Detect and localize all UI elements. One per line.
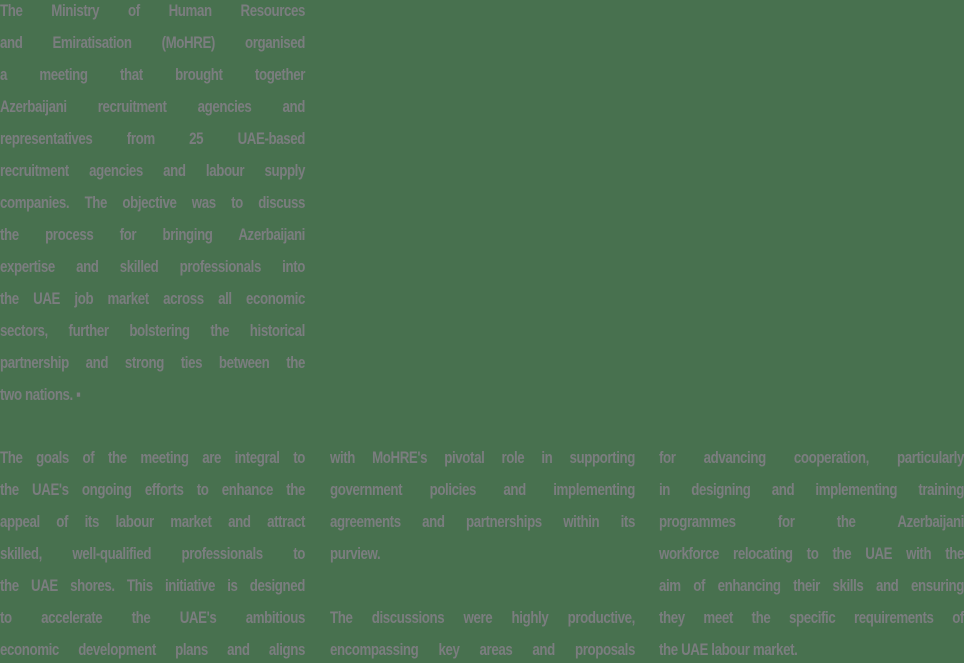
article-line: economic development plans and aligns — [0, 640, 305, 659]
article-line: the UAE job market across all economic — [0, 289, 305, 308]
article-line: recruitment agencies and labour supply — [0, 161, 305, 180]
article-line: skilled, well-qualified professionals to — [0, 544, 305, 563]
article-line: the process for bringing Azerbaijani — [0, 225, 305, 244]
intro-paragraph — [0, 0, 305, 411]
article-line: purview. — [330, 544, 381, 563]
article-line: The goals of the meeting are integral to — [0, 448, 305, 467]
article-line: the UAE's ongoing efforts to enhance the — [0, 480, 305, 499]
article-line: with MoHRE's pivotal role in supporting — [330, 448, 635, 467]
article-line: and Emiratisation (MoHRE) organised — [0, 33, 305, 52]
article-line: partnership and strong ties between the — [0, 353, 305, 372]
article-line: in designing and implementing training — [659, 480, 964, 499]
paragraph — [330, 442, 635, 570]
article-line: agreements and partnerships within its — [330, 512, 635, 531]
article-line: sectors, further bolstering the historical — [0, 321, 305, 340]
article-line: the UAE labour market. — [659, 640, 798, 659]
article-line: companies. The objective was to discuss — [0, 193, 305, 212]
paragraph — [0, 442, 305, 663]
article-line: they meet the specific requirements of — [659, 608, 964, 627]
body-column-1 — [0, 442, 305, 663]
article-line: workforce relocating to the UAE with the — [659, 544, 964, 563]
article-line: the UAE shores. This initiative is designed — [0, 576, 305, 595]
article-line: expertise and skilled professionals into — [0, 257, 305, 276]
article-line: to accelerate the UAE's ambitious — [0, 608, 305, 627]
article-line: The Ministry of Human Resources — [0, 1, 305, 20]
article-line: programmes for the Azerbaijani — [659, 512, 964, 531]
article-line-with-end-marker: two nations. ▪ — [0, 385, 81, 404]
article-line: Azerbaijani recruitment agencies and — [0, 97, 305, 116]
article-line: representatives from 25 UAE-based — [0, 129, 305, 148]
body-column-2 — [330, 442, 635, 663]
article-line: government policies and implementing — [330, 480, 635, 499]
article-line: aim of enhancing their skills and ensuring — [659, 576, 964, 595]
article-line: for advancing cooperation, particularly — [659, 448, 964, 467]
paragraph — [659, 442, 964, 663]
article-line: The discussions were highly productive, — [330, 608, 635, 627]
article-line: encompassing key areas and proposals — [330, 640, 635, 659]
paragraph — [330, 602, 635, 663]
paragraph — [0, 0, 305, 411]
body-column-3 — [659, 442, 964, 663]
article-line: appeal of its labour market and attract — [0, 512, 305, 531]
article-line: a meeting that brought together — [0, 65, 305, 84]
